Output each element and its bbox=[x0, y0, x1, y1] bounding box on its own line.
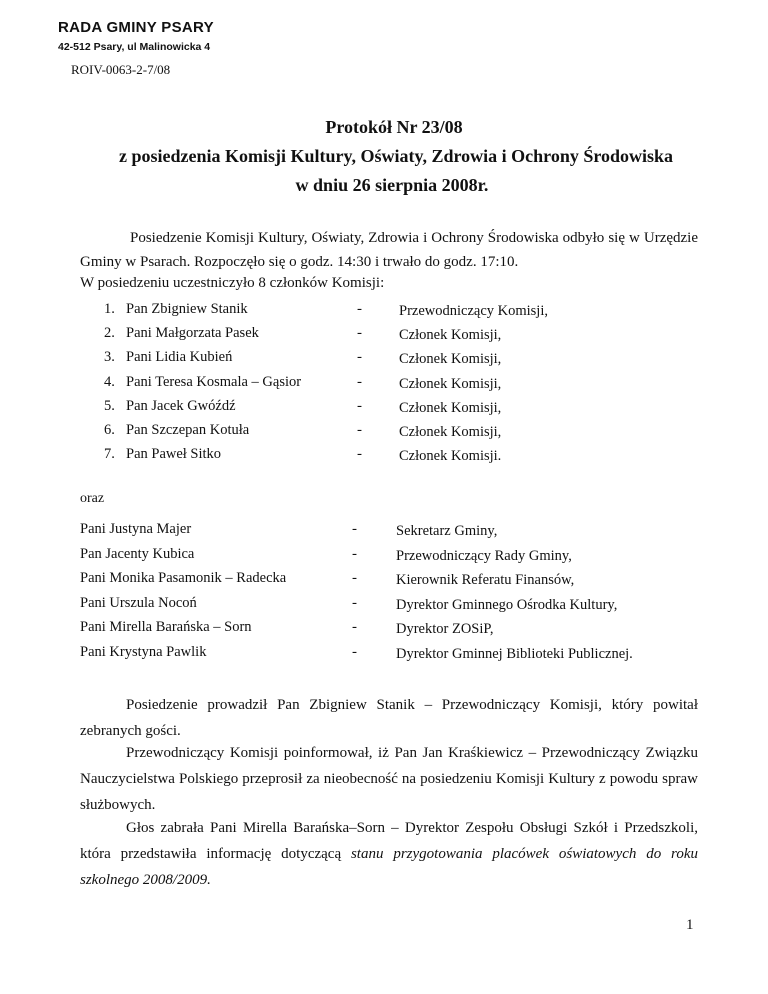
member-dash: - bbox=[357, 301, 362, 317]
guest-role: Kierownik Referatu Finansów, bbox=[396, 572, 575, 588]
member-number: 1. bbox=[104, 301, 115, 317]
member-dash: - bbox=[357, 374, 362, 390]
body-paragraph-3 bbox=[80, 815, 698, 893]
member-dash: - bbox=[357, 349, 362, 365]
guest-dash: - bbox=[352, 546, 357, 562]
guest-role: Dyrektor ZOSiP, bbox=[396, 621, 494, 637]
member-name: Pan Zbigniew Stanik bbox=[126, 301, 248, 317]
guest-name: Pani Mirella Barańska – Sorn bbox=[80, 619, 252, 635]
member-name: Pani Lidia Kubień bbox=[126, 349, 233, 365]
member-dash: - bbox=[357, 446, 362, 462]
member-dash: - bbox=[357, 422, 362, 438]
member-name: Pani Teresa Kosmala – Gąsior bbox=[126, 374, 302, 390]
member-name: Pan Paweł Sitko bbox=[126, 446, 222, 462]
paragraph-text: Posiedzenie prowadził Pan Zbigniew Stanik – Przewodniczący Komisji, który powitał zebranych gości. bbox=[80, 697, 698, 739]
guest-role: Sekretarz Gminy, bbox=[396, 523, 498, 539]
member-number: 4. bbox=[104, 374, 115, 390]
member-number: 2. bbox=[104, 325, 115, 341]
guest-role: Dyrektor Gminnego Ośrodka Kultury, bbox=[396, 597, 618, 613]
guest-dash: - bbox=[352, 521, 357, 537]
member-name: Pan Jacek Gwóźdź bbox=[126, 398, 236, 414]
guest-dash: - bbox=[352, 570, 357, 586]
organization-name: RADA GMINY PSARY bbox=[58, 19, 214, 36]
paragraph-italic-text: stanu przygotowania placówek oświatowych do roku szkolnego 2008/2009. bbox=[80, 846, 698, 888]
member-name: Pan Szczepan Kotuła bbox=[126, 422, 250, 438]
member-number: 7. bbox=[104, 446, 115, 462]
member-dash: - bbox=[357, 325, 362, 341]
guest-name: Pani Justyna Majer bbox=[80, 521, 192, 537]
guest-name: Pani Krystyna Pawlik bbox=[80, 644, 207, 660]
member-role: Członek Komisji, bbox=[399, 424, 502, 440]
member-dash: - bbox=[357, 398, 362, 414]
paragraph-text bbox=[80, 815, 698, 893]
oraz-label: oraz bbox=[80, 491, 105, 506]
guest-dash: - bbox=[352, 619, 357, 635]
member-role: Członek Komisji, bbox=[399, 400, 502, 416]
reference-number: ROIV-0063-2-7/08 bbox=[71, 62, 171, 77]
paragraph-plain-text: Głos zabrała Pani Mirella Barańska–Sorn – Dyrektor Zespołu Obsługi Szkół i Przedszkoli, która przedstawiła informację dotyczącą bbox=[80, 820, 698, 862]
attendance-line: W posiedzeniu uczestniczyło 8 członków Komisji: bbox=[80, 275, 385, 291]
member-role: Przewodniczący Komisji, bbox=[399, 303, 548, 319]
protocol-date: w dniu 26 sierpnia 2008r. bbox=[295, 175, 489, 195]
paragraph-text: Przewodniczący Komisji poinformował, iż Pan Jan Kraśkiewicz – Przewodniczący Związku Nauczycielstwa Polskiego przeprosił za nieobecność na posiedzeniu Komisji Kultury z powodu spraw służbowych. bbox=[80, 745, 698, 813]
guest-dash: - bbox=[352, 644, 357, 660]
member-number: 6. bbox=[104, 422, 115, 438]
protocol-title: Protokół Nr 23/08 bbox=[325, 117, 463, 137]
guest-name: Pan Jacenty Kubica bbox=[80, 546, 195, 562]
body-paragraph-1 bbox=[80, 692, 698, 744]
member-name: Pani Małgorzata Pasek bbox=[126, 325, 259, 341]
member-role: Członek Komisji, bbox=[399, 327, 502, 343]
guest-role: Dyrektor Gminnej Biblioteki Publicznej. bbox=[396, 646, 633, 662]
body-paragraph-2 bbox=[80, 740, 698, 818]
member-role: Członek Komisji, bbox=[399, 351, 502, 367]
member-number: 3. bbox=[104, 349, 115, 365]
member-number: 5. bbox=[104, 398, 115, 414]
intro-paragraph: Posiedzenie Komisji Kultury, Oświaty, Zdrowia i Ochrony Środowiska odbyło się w Urzędzie Gminy w Psarach. Rozpoczęło się o godz. 14:30 i trwało do godz. 17:10. bbox=[80, 230, 698, 270]
member-role: Członek Komisji. bbox=[399, 448, 502, 464]
guest-name: Pani Urszula Nocoń bbox=[80, 595, 197, 611]
member-role: Członek Komisji, bbox=[399, 376, 502, 392]
guest-name: Pani Monika Pasamonik – Radecka bbox=[80, 570, 287, 586]
protocol-subtitle: z posiedzenia Komisji Kultury, Oświaty, Zdrowia i Ochrony Środowiska bbox=[118, 146, 674, 166]
organization-address: 42-512 Psary, ul Malinowicka 4 bbox=[58, 41, 211, 53]
guest-role: Przewodniczący Rady Gminy, bbox=[396, 548, 572, 564]
guest-dash: - bbox=[352, 595, 357, 611]
page-number: 1 bbox=[686, 917, 694, 933]
